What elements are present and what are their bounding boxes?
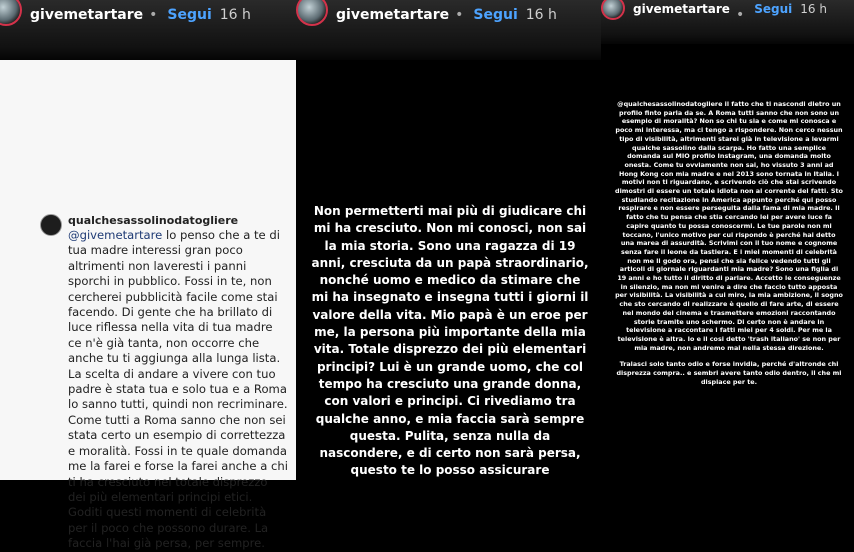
commenter-username[interactable]: qualchesassolinodatogliere [68,214,239,227]
story-text [615,100,843,387]
story-header [601,0,854,44]
profile-avatar[interactable] [601,0,625,20]
separator-dot: • [149,7,158,23]
story-header [296,0,601,60]
profile-avatar[interactable] [296,0,328,26]
separator-dot: • [735,7,745,23]
story-header [0,0,296,60]
story-panel-1 [0,0,296,551]
comment-body: lo penso che a te di tua madre interessi gran poco altrimenti non laveresti i panni sporchi in pubblico. Fossi in te, non cercherei pubblicità facile come stai facendo. Di gente che ha brillato di luce riflessa nella vita di tua madre ce n'è già tanta, non occorre che anche tu ti aggiunga alla lunga lista. La scelta di andare a vivere con tuo padre è stata tua e solo tua e a Roma lo sanno tutti, quindi non recriminare. Come tutti a Roma sanno che non sei stata certo un esempio di correttezza e moralità. Fossi in te quale domanda me la farei e forse la farei anche a chi ti ha cresciuto nel totale disprezzo dei più elementari principi etici. Goditi questi momenti di celebrità per il poco che possono durare. La faccia l'hai già persa, per sempre. [68,228,288,551]
timestamp: 16 h [525,7,557,23]
story-panel-3 [601,0,854,480]
follow-button[interactable]: Segui [754,2,793,16]
username[interactable]: givemetartare [336,7,450,23]
follow-button[interactable]: Segui [167,7,212,23]
timestamp: 16 h [800,2,827,16]
username[interactable]: givemetartare [30,7,144,23]
story-panel-2 [296,0,601,480]
timestamp: 16 h [219,7,251,23]
comment-text [68,228,288,552]
separator-dot: • [455,7,464,23]
story-paragraph: Tralasci solo tanto odio e forse invidia, perché d'altronde chi disprezza compra.. e sembri avere tanto odio dentro, il che mi dispiace per te. [616,360,842,386]
commenter-avatar[interactable] [40,214,62,236]
profile-avatar[interactable] [0,0,22,26]
story-paragraph: @qualchesassolinodatogliere il fatto che ti nascondi dietro un profilo finto parla da se. A Roma tutti sanno che non sono un esempio di moralità? Non so chi tu sia e come mi conosca e poco mi interessa, ma ci tengo a rispondere. Non cerco nessun tipo di visibilità, altrimenti starei già in televisione a levarmi qualche sassolino dalla scarpa. Ho fatto una semplice domanda sul MIO profilo Instagram, una domanda molto onesta. Come tu ovviamente non sai, ho vissuto 3 anni ad Hong Kong con mia madre e nel 2013 sono tornata in Italia. I motivi non ti riguardano, e scrivendo ciò che stai scrivendo dimostri di essere un totale idiota non al corrente dei fatti. Sto studiando recitazione in America appunto perché qui posso respirare e non essere perseguita dalla fama di mia madre. Il fatto che tu pensa che stia cercando lei per avere luce fa capire quanto tu possa conoscermi. Le tue parole non mi toccano, l'unico motivo per cui rispondo è perché hai detto una marea di assurdità. Scrivimi con il tuo nome e cognome senza fare il leone da tastiera. E i miei momenti di celebrità non me li godo ora, pensi che sia felice vedendo tutti gli articoli di giornale riguardanti mia madre? Sono una figlia di 19 anni e ho tutto il diritto di parlare. Accetto le conseguenze in silenzio, ma non mi venire a dire che faccio tutto apposta per visibilità. La visibilità a cui miro, la mia ambizione, il sogno che sto cercando di realizzare è quello di fare arte, di essere nel mondo del cinema e trasmettere emozioni raccontando storie tramite uno schermo. Di certo non è andare in televisione a raccontare i fatti miei per 4 soldi. Per me la televisione è altra. Io e il cosi detto 'trash italiano' se non per mia madre, non andremo mai nella stessa direzione. [615,100,843,352]
username[interactable]: givemetartare [633,2,730,16]
comment-mention[interactable]: @givemetartare [68,228,163,242]
story-text: Non permetterti mai più di giudicare chi mi ha cresciuto. Non mi conosci, non sai la mia storia. Sono una ragazza di 19 anni, cresciuta da un papà straordinario, nonché uomo e medico da stimare che mi ha insegnato e insegna tutti i giorni il valore della vita. Mio papà è un eroe per me, la persona più importante della mia vita. Totale disprezzo dei più elementari principi? Lui è un grande uomo, che col tempo ha cresciuto una grande donna, con valori e principi. Ci rivediamo tra qualche anno, e mia faccia sarà sempre questa. Pulita, senza nulla da nascondere, e di certo non sarà persa, questo te lo posso assicurare [311,204,589,478]
follow-button[interactable]: Segui [473,7,518,23]
